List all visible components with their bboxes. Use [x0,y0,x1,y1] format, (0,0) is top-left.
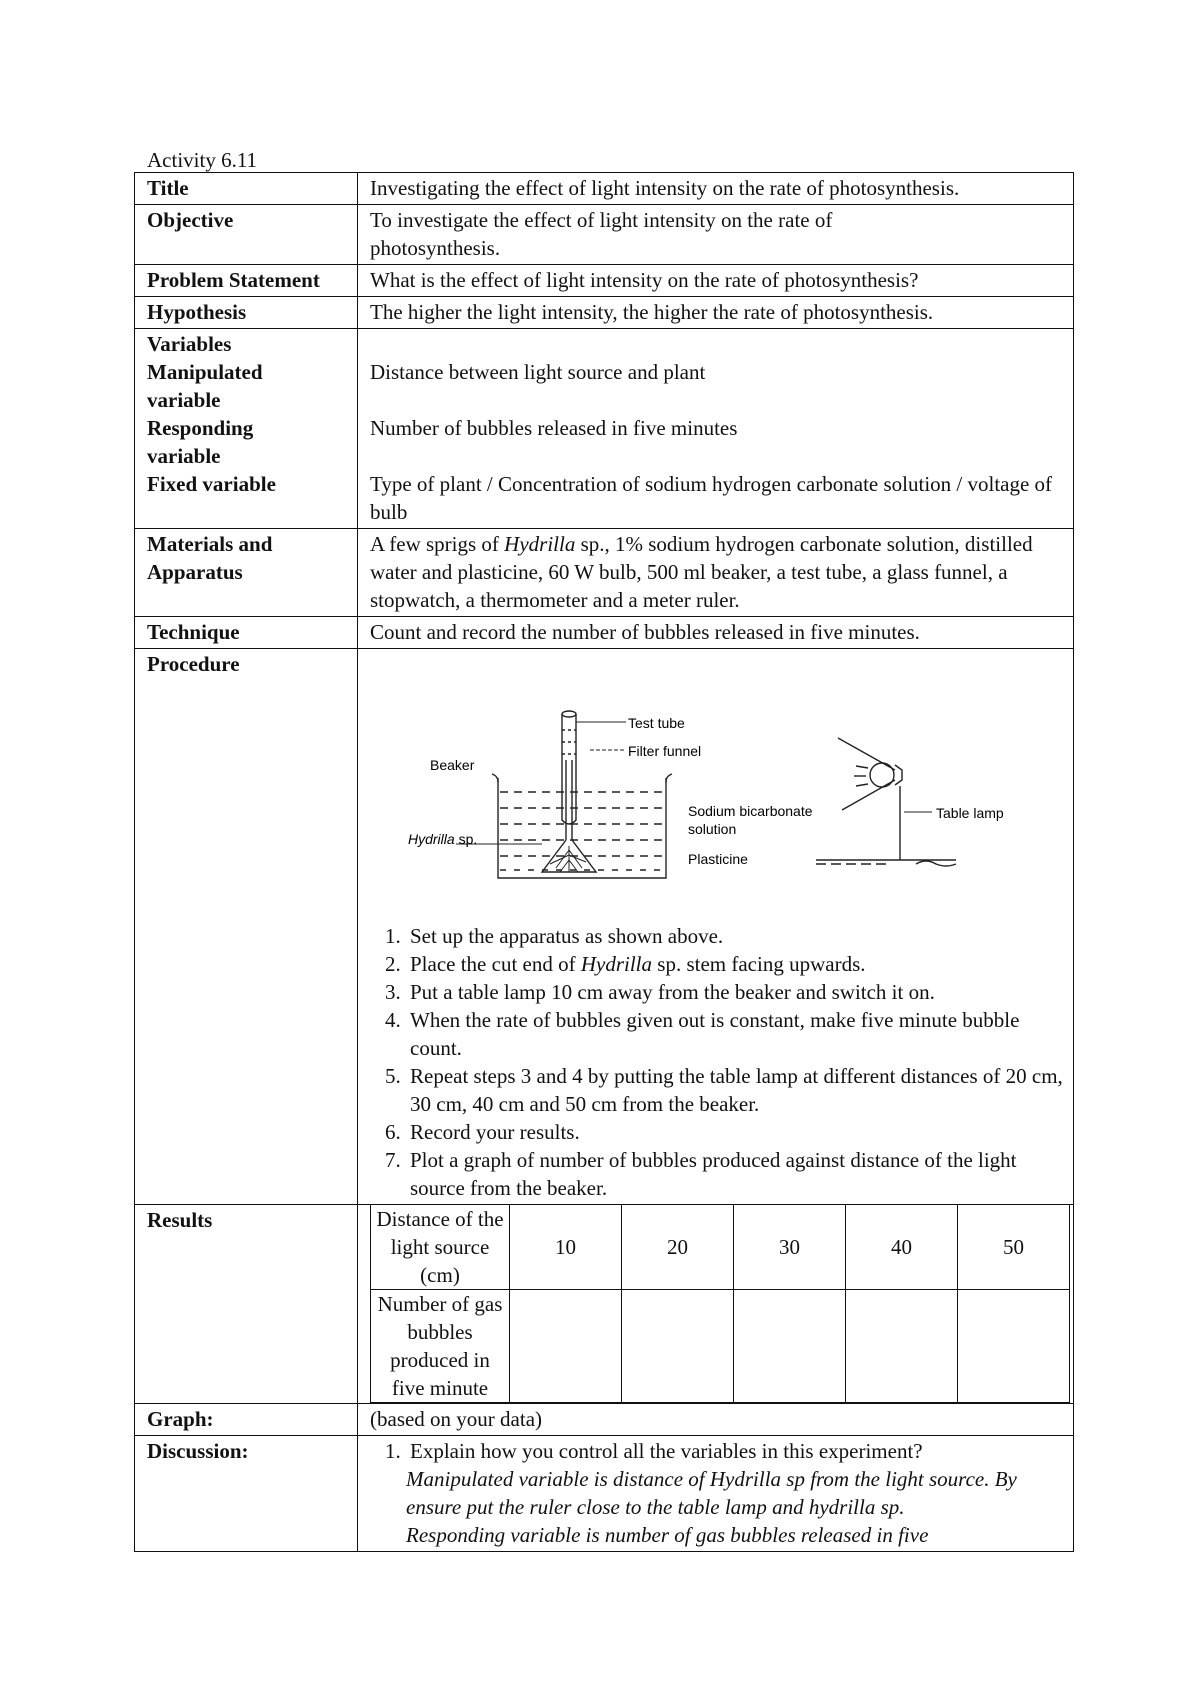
materials-value: A few sprigs of Hydrilla sp., 1% sodium hydrogen carbonate solution, distilled water and plasticine, 60 W bulb, 500 ml beaker, a test tube, a glass funnel, a stopwatch, a thermometer and a meter ruler. [358,529,1074,617]
discussion-label: Discussion: [135,1436,358,1552]
title-value: Investigating the effect of light intensity on the rate of photosynthesis. [358,173,1074,205]
graph-value: (based on your data) [358,1404,1074,1436]
discussion-row [135,1436,1074,1552]
hypothesis-value: The higher the light intensity, the higher the rate of photosynthesis. [358,297,1074,329]
variables-row [135,329,1074,529]
graph-row [135,1404,1074,1436]
activity-table [134,172,1074,1552]
label-plasticine: Plasticine [688,851,748,867]
fixed-value: Type of plant / Concentration of sodium hydrogen carbonate solution / voltage of bulb [370,472,1053,524]
discussion-answer-1: Manipulated variable is distance of Hydrilla sp from the light source. By ensure put the ruler close to the table lamp and hydrilla sp. [406,1467,1017,1519]
procedure-steps [370,922,1065,1202]
distance-40: 40 [846,1205,958,1290]
bubbles-header: Number of gas bubbles produced in five minute [371,1290,510,1403]
beaker-drawing [492,774,672,878]
label-sodium-1: Sodium bicarbonate [688,803,813,819]
problem-row [135,265,1074,297]
technique-value: Count and record the number of bubbles released in five minutes. [358,617,1074,649]
materials-label-1: Materials and [147,532,273,556]
procedure-label: Procedure [135,649,358,1205]
objective-value: To investigate the effect of light intensity on the rate of photosynthesis. [358,205,1074,265]
materials-row [135,529,1074,617]
distance-50: 50 [958,1205,1070,1290]
activity-number: Activity 6.11 [147,148,258,172]
problem-value: What is the effect of light intensity on the rate of photosynthesis? [358,265,1074,297]
materials-label-2: Apparatus [147,560,243,584]
variables-label: Variables [147,332,232,356]
materials-label-cell [135,529,358,617]
label-hydrilla: Hydrilla sp. [408,831,478,847]
manipulated-value: Distance between light source and plant [370,360,706,384]
distance-10: 10 [510,1205,622,1290]
label-beaker: Beaker [430,757,475,773]
fixed-label: Fixed variable [147,472,276,496]
discussion-list [370,1437,1065,1465]
discussion-cell [358,1436,1074,1552]
responding-label-2: variable [147,444,221,468]
table-lamp-drawing [816,738,956,866]
results-cell [358,1205,1074,1404]
technique-label: Technique [135,617,358,649]
objective-label: Objective [135,205,358,265]
discussion-q1: 1. Explain how you control all the variables in this experiment? [406,1437,1065,1465]
label-test-tube: Test tube [628,715,685,731]
objective-row [135,205,1074,265]
step-4: 4. When the rate of bubbles given out is constant, make five minute bubble count. [406,1006,1065,1062]
step-5: 5. Repeat steps 3 and 4 by putting the table lamp at different distances of 20 cm, 30 cm, 40 cm and 50 cm from the beaker. [406,1062,1065,1118]
procedure-row [135,649,1074,1205]
responding-label-1: Responding [147,416,254,440]
title-row [135,173,1074,205]
bubbles-10 [510,1290,622,1403]
discussion-answer-2: Responding variable is number of gas bubbles released in five [406,1523,929,1547]
graph-label: Graph: [135,1404,358,1436]
responding-value: Number of bubbles released in five minutes [370,416,738,440]
distance-header: Distance of the light source (cm) [371,1205,510,1290]
bubbles-40 [846,1290,958,1403]
hypothesis-row [135,297,1074,329]
label-sodium-2: solution [688,821,737,837]
problem-label: Problem Statement [135,265,358,297]
results-distance-row [371,1205,1070,1290]
manipulated-label-1: Manipulated [147,360,263,384]
hypothesis-label: Hypothesis [135,297,358,329]
label-table-lamp: Table lamp [936,805,1004,821]
hydrilla-drawing [550,846,586,872]
step-6: 6. Record your results. [406,1118,1065,1146]
variables-label-cell [135,329,358,529]
step-1: 1. Set up the apparatus as shown above. [406,922,1065,950]
apparatus-svg [370,650,1060,922]
manipulated-label-2: variable [147,388,221,412]
step-2: 2. Place the cut end of Hydrilla sp. stem facing upwards. [406,950,1065,978]
bubbles-50 [958,1290,1070,1403]
step-3: 3. Put a table lamp 10 cm away from the beaker and switch it on. [406,978,1065,1006]
results-bubbles-row [371,1290,1070,1403]
results-label: Results [135,1205,358,1404]
procedure-cell [358,649,1074,1205]
distance-30: 30 [734,1205,846,1290]
apparatus-diagram [370,650,1065,922]
technique-row [135,617,1074,649]
results-row [135,1205,1074,1404]
distance-20: 20 [622,1205,734,1290]
bubbles-20 [622,1290,734,1403]
label-filter-funnel: Filter funnel [628,743,702,759]
title-label: Title [135,173,358,205]
results-table [370,1204,1070,1403]
step-7: 7. Plot a graph of number of bubbles produced against distance of the light source from the beaker. [406,1146,1065,1202]
variables-value-cell [358,329,1074,529]
bubbles-30 [734,1290,846,1403]
